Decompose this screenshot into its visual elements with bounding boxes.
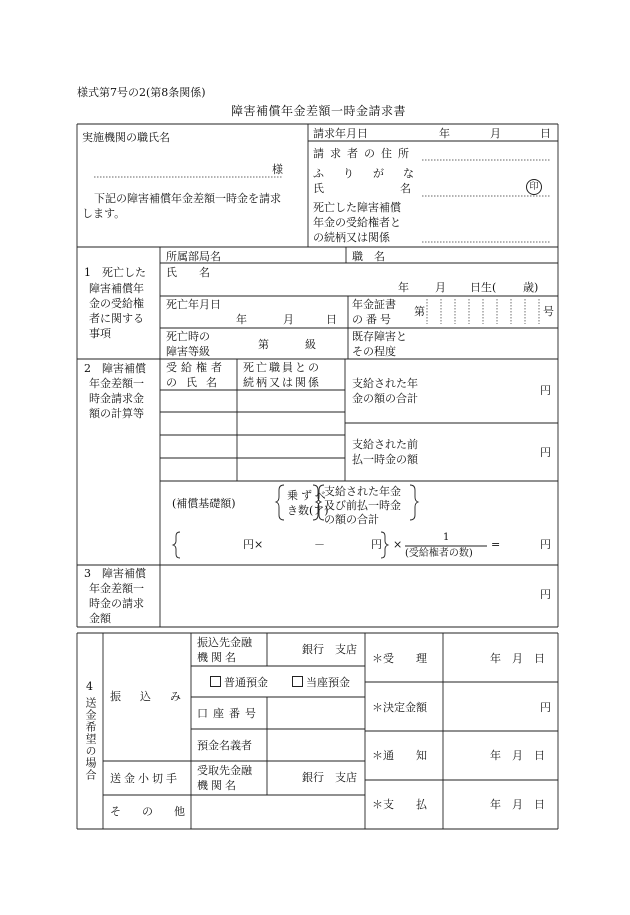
paid-advance-line2: 払一時金の額 bbox=[352, 453, 418, 466]
s2-label-line4: 額の計算等 bbox=[89, 407, 144, 420]
formula-denominator: (受給権者の数) bbox=[405, 548, 473, 559]
request-day-unit: 日 bbox=[540, 127, 551, 140]
grade-kyu: 級 bbox=[305, 338, 316, 351]
sama-label: 様 bbox=[272, 163, 283, 176]
formula-numerator: 1 bbox=[443, 532, 450, 543]
current-deposit-label: 当座預金 bbox=[306, 676, 350, 689]
decided-label: ＊決定金額 bbox=[372, 701, 427, 714]
s2-label-line1: 2 障害補償 bbox=[84, 362, 146, 375]
request-year-unit: 年 bbox=[439, 127, 450, 140]
received-date: 年 月 日 bbox=[490, 652, 545, 665]
relation-label-line2: 年金の受給権者と bbox=[313, 216, 401, 229]
formula-yen-close: 円 bbox=[371, 538, 382, 551]
transfer-label: 振込み bbox=[110, 690, 200, 703]
paid-annuity-yen: 円 bbox=[540, 384, 551, 397]
account-label: 口座番号 bbox=[197, 707, 261, 720]
formula-base: (補償基礎額) bbox=[172, 497, 236, 510]
holder-label: 預金名義者 bbox=[197, 739, 252, 752]
grade-label-line1: 死亡時の bbox=[166, 330, 210, 343]
s1-label-line4: 者に関する bbox=[89, 312, 144, 325]
paid-date: 年 月 日 bbox=[490, 798, 545, 811]
furigana-label: ふりがな bbox=[313, 167, 433, 180]
col-recipient-line2: の氏名 bbox=[166, 376, 226, 389]
death-month-unit: 月 bbox=[283, 313, 294, 326]
agency-label: 実施機関の職氏名 bbox=[82, 131, 170, 144]
existing-label-line2: その程度 bbox=[352, 345, 396, 358]
formula-mult-line2: き数(ア) bbox=[287, 504, 329, 517]
other-label: その他 bbox=[110, 805, 206, 818]
request-text-line1: 下記の障害補償年金差額一時金を請求 bbox=[94, 192, 281, 205]
death-year-unit: 年 bbox=[236, 313, 247, 326]
age-suffix: 歳) bbox=[523, 281, 539, 294]
s1-label-line1: 1 死亡した bbox=[84, 266, 146, 279]
s4-label: 送金希望の場合 bbox=[84, 697, 97, 781]
death-date-label: 死亡年月日 bbox=[166, 298, 221, 311]
col-recipient-line1: 受給権者 bbox=[166, 361, 226, 374]
s4-number: 4 bbox=[86, 680, 93, 693]
decided-yen: 円 bbox=[540, 701, 551, 714]
formula-paid-line3: の額の合計 bbox=[324, 513, 379, 526]
form-title: 障害補償年金差額一時金請求書 bbox=[231, 104, 407, 118]
cert-go: 号 bbox=[543, 305, 554, 318]
name-label-row bbox=[313, 182, 487, 195]
relation-label-line3: の続柄又は関係 bbox=[313, 231, 390, 244]
formula-minus: － bbox=[314, 538, 325, 551]
col-relation-line2: 続柄又は関係 bbox=[243, 376, 321, 389]
dept-label: 所属部局名 bbox=[166, 250, 221, 263]
formula-times: × bbox=[393, 538, 403, 551]
s3-label-line4: 金額 bbox=[89, 612, 111, 625]
birth-year-unit: 年 bbox=[398, 281, 409, 294]
notified-label: ＊通 知 bbox=[372, 749, 427, 762]
receive-bank-suffix: 銀行 支店 bbox=[302, 771, 357, 784]
paid-label: ＊支 払 bbox=[372, 798, 427, 811]
request-month-unit: 月 bbox=[490, 127, 501, 140]
current-deposit-checkbox[interactable] bbox=[292, 676, 303, 687]
s3-label-line1: 3 障害補償 bbox=[84, 567, 146, 580]
grade-dai: 第 bbox=[258, 338, 269, 351]
address-label: 請求者の住所 bbox=[313, 147, 415, 160]
bank-label-line2: 機関名 bbox=[197, 651, 239, 664]
request-date-label: 請求年月日 bbox=[313, 127, 368, 140]
s1-label-line5: 事項 bbox=[89, 327, 111, 340]
received-label: ＊受 理 bbox=[372, 652, 427, 665]
current-deposit-option[interactable] bbox=[292, 676, 350, 689]
check-label: 送金小切手 bbox=[110, 772, 180, 785]
relation-label-line1: 死亡した障害補償 bbox=[313, 201, 401, 214]
request-text-line2: します。 bbox=[82, 207, 126, 220]
formula-result-yen: 円 bbox=[540, 538, 551, 551]
paid-advance-yen: 円 bbox=[540, 446, 551, 459]
s1-label-line2: 障害補償年 bbox=[89, 282, 144, 295]
receive-bank-line1: 受取先金融 bbox=[197, 764, 252, 777]
birth-day-suffix: 日生( bbox=[470, 281, 497, 294]
ordinary-deposit-option[interactable] bbox=[210, 676, 268, 689]
formula-equals: = bbox=[491, 538, 501, 551]
existing-label-line1: 既存障害と bbox=[352, 330, 407, 343]
s1-label-line3: 金の受給権 bbox=[89, 297, 144, 310]
s2-label-line2: 年金差額一 bbox=[89, 377, 144, 390]
paid-annuity-line1: 支給された年 bbox=[352, 377, 418, 390]
formula-paid-line1: 支給された年金 bbox=[324, 485, 401, 498]
bank-label-line1: 振込先金融 bbox=[197, 636, 252, 649]
formula-mult-line1: 乗ずべ bbox=[287, 489, 329, 502]
seal-mark: 印 bbox=[526, 179, 542, 195]
formula-yen-times: 円× bbox=[243, 538, 264, 551]
s3-label-line3: 時金の請求 bbox=[89, 597, 144, 610]
grade-label-line2: 障害等級 bbox=[166, 345, 210, 358]
notified-date: 年 月 日 bbox=[490, 749, 545, 762]
name-label: 氏名 bbox=[313, 182, 487, 195]
ordinary-deposit-checkbox[interactable] bbox=[210, 676, 221, 687]
claim-amount-yen: 円 bbox=[540, 588, 551, 601]
paid-advance-line1: 支給された前 bbox=[352, 438, 418, 451]
bank-suffix: 銀行 支店 bbox=[302, 643, 357, 656]
paid-annuity-line2: 金の額の合計 bbox=[352, 392, 418, 405]
birth-month-unit: 月 bbox=[435, 281, 446, 294]
formula-paid-line2: 及び前払一時金 bbox=[324, 499, 401, 512]
col-relation-line1: 死亡職員との bbox=[243, 361, 321, 374]
receive-bank-line2: 機関名 bbox=[197, 779, 239, 792]
ordinary-deposit-label: 普通預金 bbox=[224, 676, 268, 689]
cert-label-line1: 年金証書 bbox=[352, 298, 396, 311]
cert-label-line2: の番号 bbox=[352, 313, 394, 326]
deceased-name-label: 氏 名 bbox=[166, 266, 210, 279]
cert-dai: 第 bbox=[414, 305, 425, 318]
s2-label-line3: 時金請求金 bbox=[89, 392, 144, 405]
form-number: 様式第7号の2(第8条関係) bbox=[77, 86, 206, 99]
death-day-unit: 日 bbox=[326, 313, 337, 326]
post-label: 職 名 bbox=[352, 250, 385, 263]
s3-label-line2: 年金差額一 bbox=[89, 582, 144, 595]
